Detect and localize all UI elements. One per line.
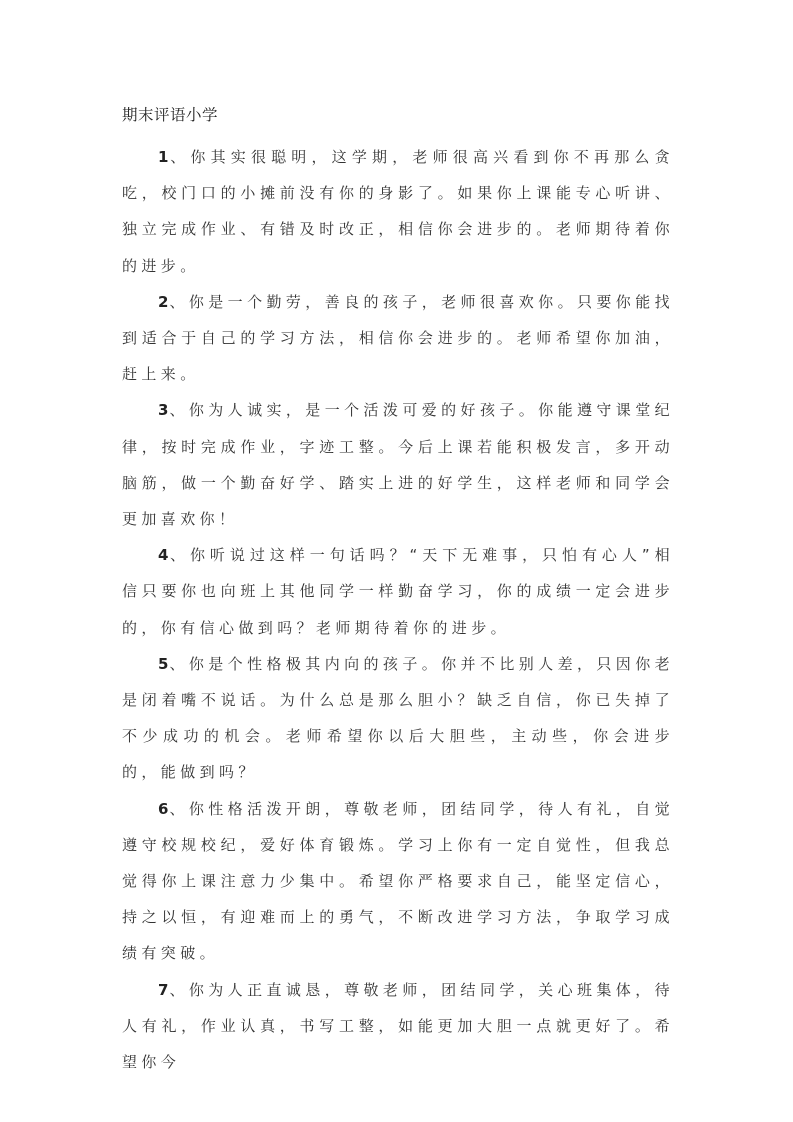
comment-paragraph-4 <box>122 537 674 646</box>
paragraph-number: 7 <box>158 980 169 999</box>
paragraph-number: 3 <box>158 401 169 420</box>
paragraph-number: 6 <box>158 799 169 818</box>
paragraph-number: 4 <box>158 546 169 565</box>
comment-paragraph-6 <box>122 791 674 972</box>
comment-paragraph-3 <box>122 392 674 537</box>
paragraph-text: 、你是一个勤劳，善良的孩子，老师很喜欢你。只要你能找到适合于自己的学习方法，相信你会进步的。老师希望你加油，赶上来。 <box>122 292 674 384</box>
paragraph-text: 、你其实很聪明，这学期，老师很高兴看到你不再那么贪吃，校门口的小摊前没有你的身影了。如果你上课能专心听讲、独立完成作业、有错及时改正，相信你会进步的。老师期待着你的进步。 <box>122 148 674 275</box>
comment-paragraph-1 <box>122 139 674 284</box>
comment-paragraph-2 <box>122 284 674 393</box>
paragraph-text: 、你性格活泼开朗，尊敬老师，团结同学，待人有礼，自觉遵守校规校纪，爱好体育锻炼。学习上你有一定自觉性，但我总觉得你上课注意力少集中。希望你严格要求自己，能坚定信心，持之以恒，有迎难而上的勇气，不断改进学习方法，争取学习成绩有突破。 <box>122 799 674 963</box>
comment-paragraph-5 <box>122 646 674 791</box>
paragraph-text: 、你是个性格极其内向的孩子。你并不比别人差，只因你老是闭着嘴不说话。为什么总是那么胆小？缺乏自信，你已失掉了不少成功的机会。老师希望你以后大胆些，主动些，你会进步的，能做到吗？ <box>122 654 674 782</box>
paragraph-number: 2 <box>158 292 169 311</box>
paragraph-number: 5 <box>158 654 169 673</box>
paragraph-text: 、你听说过这样一句话吗？“天下无难事，只怕有心人”相信只要你也向班上其他同学一样勤奋学习，你的成绩一定会进步的，你有信心做到吗？老师期待着你的进步。 <box>122 546 674 637</box>
comment-paragraph-7 <box>122 972 674 1081</box>
paragraph-number: 1 <box>158 148 169 166</box>
paragraph-text: 、你为人诚实，是一个活泼可爱的好孩子。你能遵守课堂纪律，按时完成作业，字迹工整。今后上课若能积极发言，多开动脑筋，做一个勤奋好学、踏实上进的好学生，这样老师和同学会更加喜欢你！ <box>122 401 674 529</box>
document-page <box>122 103 674 1080</box>
document-title: 期末评语小学 <box>122 106 219 124</box>
paragraph-text: 、你为人正直诚恳，尊敬老师，团结同学，关心班集体，待人有礼，作业认真，书写工整，如能更加大胆一点就更好了。希望你今 <box>122 980 674 1072</box>
